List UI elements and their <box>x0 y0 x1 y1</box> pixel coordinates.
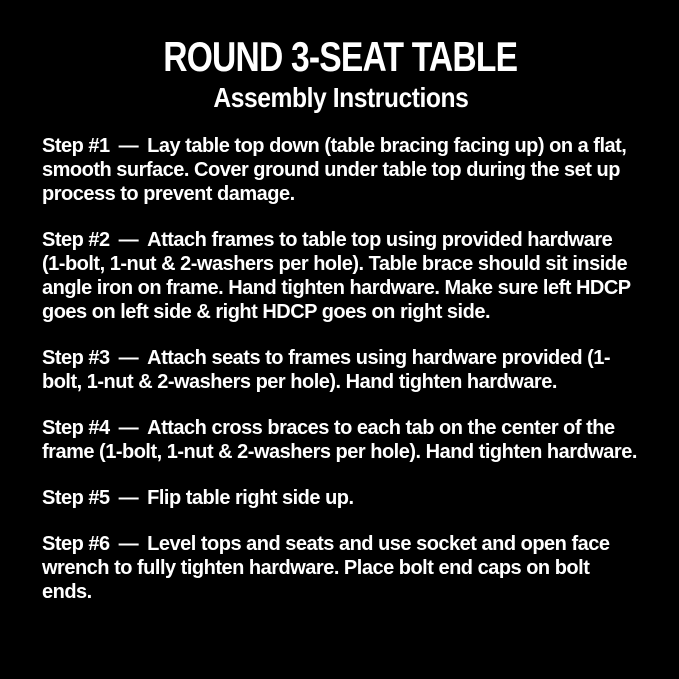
step-5-text: Flip table right side up. <box>147 487 354 509</box>
step-4-separator: — <box>118 417 139 439</box>
step-4-label: Step #4 <box>42 417 110 439</box>
step-3-label: Step #3 <box>42 347 110 369</box>
step-6 <box>42 532 640 604</box>
step-1 <box>42 134 640 206</box>
step-3 <box>42 346 640 394</box>
step-4-text: Attach cross braces to each tab on the center of the frame (1-bolt, 1-nut & 2-washers per hole). Hand tighten hardware. <box>42 417 637 463</box>
step-6-label: Step #6 <box>42 533 110 555</box>
steps-list <box>42 134 640 604</box>
step-5 <box>42 486 640 510</box>
step-1-text: Lay table top down (table bracing facing up) on a flat, smooth surface. Cover ground under table top during the set up process to prevent damage. <box>42 135 627 205</box>
step-5-separator: — <box>118 487 139 509</box>
step-2-separator: — <box>118 229 139 251</box>
step-3-separator: — <box>118 347 139 369</box>
step-2 <box>42 228 640 324</box>
step-6-text: Level tops and seats and use socket and open face wrench to fully tighten hardware. Place bolt end caps on bolt ends. <box>42 533 610 603</box>
step-2-label: Step #2 <box>42 229 110 251</box>
page-title <box>42 33 639 80</box>
step-1-label: Step #1 <box>42 135 110 157</box>
step-3-text: Attach seats to frames using hardware provided (1-bolt, 1-nut & 2-washers per hole). Hand tighten hardware. <box>42 347 611 393</box>
step-1-separator: — <box>118 135 139 157</box>
page-subtitle <box>42 84 639 112</box>
step-6-separator: — <box>118 533 139 555</box>
step-5-label: Step #5 <box>42 487 110 509</box>
step-4 <box>42 416 640 464</box>
page-title-text: ROUND 3-SEAT TABLE <box>163 33 518 80</box>
page-subtitle-text: Assembly Instructions <box>212 82 469 113</box>
step-2-text: Attach frames to table top using provided hardware (1-bolt, 1-nut & 2-washers per hole). Table brace should sit inside angle iron on frame. Hand tighten hardware. Make sure left HDCP goes on left side & right HDCP goes on right side. <box>42 229 631 323</box>
